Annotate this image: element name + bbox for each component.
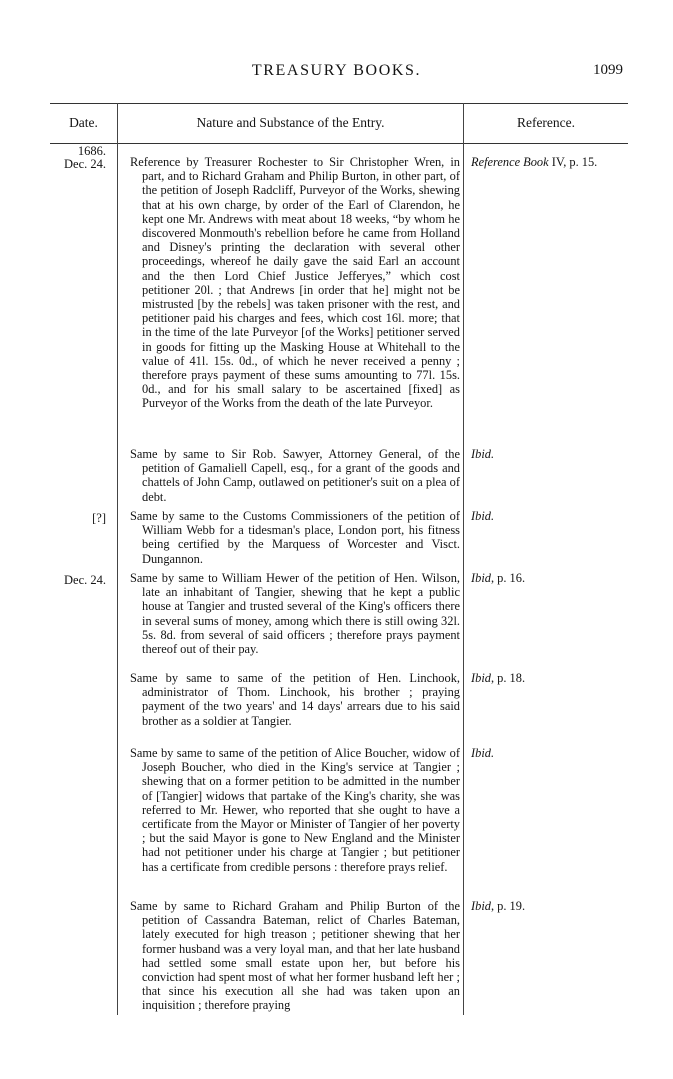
entry-text: Reference by Treasurer Rochester to Sir Christopher Wren, in part, and to Richard Graham and Philip Burton, in other part, of the petition of Joseph Radcliff, Purveyor of the Works, shewing that at his own charge, by order of the Earl of Clarendon, he kept one Mr. Andrews with meat about 18 weeks, “by whom he discovered Monmouth's rebellion before he came from Holland and Disney's printing the declaration with several other proceedings, whereof he daily gave the said Earl an account and the then Lord Chief Justice Jefferyes,” which cost petitioner 20l. ; that Andrews [in order that he] might not be mistrusted [by the rebels] was taken prisoner with the rest, and petitioner paid his charges and fees, which cost 16l. more; that in the time of the late Purveyor [of the Works] petitioner served in goods for fitting up the Masking House at Whitehall to the value of 41l. 15s. 0d., of which he never received a penny ; therefore prays payment of these sums amounting to 77l. 15s. 0d., and for his small salary to be ascertained [fixed] as Purveyor of the Works from the death of the late Purveyor. bbox=[130, 155, 460, 411]
entry-date: [?] bbox=[92, 511, 106, 525]
entry-date: Dec. 24. bbox=[64, 573, 106, 587]
year-label: 1686. bbox=[77, 144, 106, 158]
entry-reference bbox=[471, 571, 525, 585]
entry-text: Same by same to same of the petition of Alice Boucher, widow of Joseph Boucher, who died in the King's service at Tangier ; shewing that on a former petition to be admitted in the number of [Tangier] widows that partake of the King's charity, she was referred to Mr. Hewer, who reported that she ought to have a certificate from the Mayor or Minister of Tangier of her poverty ; but the said Mayor is gone to New England and the Minister had not petitioner under his charge at Tangier ; but petitioner has a certificate from credible persons : therefore prays relief. bbox=[130, 746, 460, 874]
entry-text: Same by same to William Hewer of the petition of Hen. Wilson, late an inhabitant of Tangier, shewing that he kept a public house at Tangier and trusted several of the King's officers there in several sums of money, among which there is still owing 32l. 5s. 8d. from several of said officers ; therefore prays payment thereof out of their pay. bbox=[130, 571, 460, 657]
reference-book: Ibid. bbox=[471, 509, 495, 523]
header-rule-bottom bbox=[50, 143, 628, 144]
entry-reference bbox=[471, 447, 494, 461]
column-header-reference: Reference. bbox=[516, 115, 576, 130]
reference-book: Ibid. bbox=[471, 746, 495, 760]
entry-text: Same by same to Richard Graham and Philip Burton of the petition of Cassandra Bateman, relict of Charles Bateman, lately executed for high treason ; petitioner shewing that her former husband was a very loyal man, and that her late husband had settled some small estate upon her, but before his conviction had spent most of what her former husband left her ; that since his execution all she had was taken upon an inquisition ; therefore praying bbox=[130, 899, 460, 1013]
reference-page: , p. 19. bbox=[490, 899, 526, 913]
entry-date: Dec. 24. bbox=[64, 157, 106, 171]
reference-book: Ibid bbox=[471, 571, 491, 585]
column-divider-reference bbox=[463, 103, 464, 1015]
header-rule-top bbox=[50, 103, 628, 104]
reference-book: Ibid bbox=[471, 671, 491, 685]
entry-reference bbox=[471, 155, 597, 169]
entry-text: Same by same to Sir Rob. Sawyer, Attorney General, of the petition of Gamaliell Capell, esq., for a grant of the goods and chattels of John Camp, outlawed on petitioner's suit on a plea of debt. bbox=[130, 447, 460, 504]
column-header-nature: Nature and Substance of the Entry. bbox=[196, 115, 385, 130]
running-title: TREASURY BOOKS. bbox=[251, 62, 422, 79]
entry-reference bbox=[471, 509, 494, 523]
column-divider-date bbox=[117, 103, 118, 1015]
reference-book: Ibid. bbox=[471, 447, 495, 461]
entry-text: Same by same to the Customs Commissioners of the petition of William Webb for a tidesman's place, London port, his fitness being certified by the Marquess of Worcester and Visct. Dungannon. bbox=[130, 509, 460, 566]
column-header-date: Date. bbox=[69, 115, 98, 130]
reference-page: IV, p. 15. bbox=[548, 155, 598, 169]
reference-book: Reference Book bbox=[471, 155, 549, 169]
reference-page: , p. 18. bbox=[490, 671, 526, 685]
reference-book: Ibid bbox=[471, 899, 491, 913]
entry-reference bbox=[471, 899, 525, 913]
entry-reference bbox=[471, 671, 525, 685]
entry-text: Same by same to same of the petition of Hen. Linchook, administrator of Thom. Linchook, his brother ; praying payment of the two years' and 14 days' arrears due to his said brother as a soldier at Tangier. bbox=[130, 671, 460, 728]
reference-page: , p. 16. bbox=[490, 571, 526, 585]
page-number: 1099 bbox=[593, 62, 623, 78]
entry-reference bbox=[471, 746, 494, 760]
